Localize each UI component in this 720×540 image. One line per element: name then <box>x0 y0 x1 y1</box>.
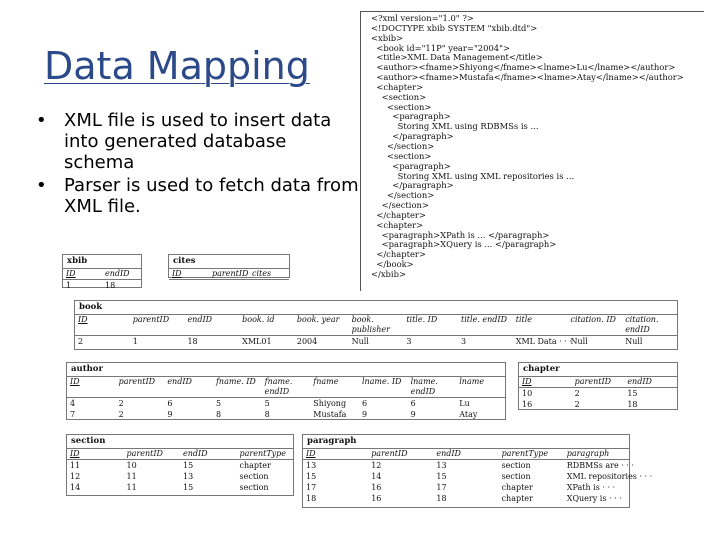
column-header: parentID <box>124 449 181 460</box>
column-header: endID <box>433 449 498 460</box>
table-cell: Null <box>570 337 588 346</box>
table-cell: 17 <box>436 483 447 492</box>
table-cell: Mustafa <box>313 410 347 419</box>
table-row <box>303 460 629 472</box>
table-cell: 6 <box>361 399 368 408</box>
column-header: endID <box>180 449 237 460</box>
column-header: parentID <box>572 377 625 388</box>
table-cell: chapter <box>239 461 271 470</box>
table-cell: chapter <box>501 494 533 503</box>
table-cell: 6 <box>410 399 416 408</box>
bullet-dot-icon: • <box>36 175 47 196</box>
table-cell: 13 <box>183 472 194 481</box>
column-header: endID <box>164 377 213 398</box>
table-cell: XPath is · · · <box>566 483 616 492</box>
bullet-dot-icon: • <box>36 110 47 131</box>
table-cell: 10 <box>522 389 533 398</box>
table-cell: 11 <box>126 472 137 481</box>
column-header: title <box>513 315 568 336</box>
table-cell: 15 <box>627 389 638 398</box>
table-cell: 17 <box>306 483 317 492</box>
chapter-table <box>518 362 678 410</box>
column-header: fname. endID <box>262 377 311 398</box>
column-header: fname <box>310 377 359 398</box>
section-table <box>66 434 294 496</box>
table-name: author <box>67 363 505 377</box>
column-header: book. year <box>294 315 349 336</box>
xml-line: <paragraph>XPath is ... </paragraph> <box>371 229 550 240</box>
table-cell: 18 <box>187 337 198 346</box>
table-cell: 8 <box>215 410 222 419</box>
column-header: book. id <box>239 315 294 336</box>
table-cell: 16 <box>371 494 382 503</box>
xml-line: </section> <box>371 140 435 151</box>
xml-line: <!DOCTYPE xbib SYSTEM "xbib.dtd"> <box>371 22 538 33</box>
table-cell: 3 <box>461 337 467 346</box>
table-row <box>63 280 141 292</box>
table-cell: 11 <box>126 483 137 492</box>
column-header: parentID <box>368 449 433 460</box>
table-name: section <box>67 435 293 449</box>
table-cell: 11 <box>70 461 81 470</box>
table-cell: Null <box>351 337 369 346</box>
table-name: xbib <box>63 255 141 269</box>
xml-line: </section> <box>371 200 429 211</box>
table-cell: 4 <box>70 399 76 408</box>
xml-line: <author><fname>Mustafa</fname><lname>Atay</lname></author> <box>371 72 684 83</box>
bullet-list <box>30 110 360 219</box>
column-header: ID <box>303 449 368 460</box>
table-name: chapter <box>519 363 677 377</box>
xml-line: <book id="11P" year="2004"> <box>371 42 510 53</box>
xml-line: </paragraph> <box>371 180 454 191</box>
xml-line: <chapter> <box>371 219 424 230</box>
column-header: citation. ID <box>567 315 622 336</box>
author-table <box>66 362 506 420</box>
column-header: lname. endID <box>408 377 457 398</box>
table-cell: 10 <box>126 461 137 470</box>
table-cell: 2 <box>118 410 124 419</box>
table-cell: 15 <box>306 472 317 481</box>
table-cell: 1 <box>132 337 138 346</box>
table-cell: Lu <box>459 399 470 408</box>
table-row <box>67 460 293 472</box>
xml-line: <paragraph>XQuery is ... </paragraph> <box>371 239 557 250</box>
xml-line: Storing XML using RDBMSs is ... <box>371 121 539 132</box>
column-header: endID <box>184 315 239 336</box>
column-header: fname. ID <box>213 377 262 398</box>
xml-line: </section> <box>371 190 435 201</box>
table-name: paragraph <box>303 435 629 449</box>
table-cell: XQuery is · · · <box>566 494 622 503</box>
table-cell: section <box>239 483 269 492</box>
table-cell: 15 <box>183 483 194 492</box>
table-cell: section <box>239 472 269 481</box>
table-cell: 5 <box>215 399 222 408</box>
table-cell: 13 <box>436 461 447 470</box>
cites-table <box>168 254 290 278</box>
table-cell: 18 <box>627 400 638 409</box>
column-header: ID <box>63 269 102 280</box>
slide-title: Data Mapping <box>44 44 310 88</box>
table-cell: XML Data · · · <box>515 337 572 346</box>
table-cell: 18 <box>105 281 116 290</box>
bullet-text: Parser is used to fetch data from XML file. <box>64 175 359 217</box>
paragraph-table <box>302 434 653 508</box>
xml-line: <section> <box>371 150 432 161</box>
column-header: parentID <box>116 377 165 398</box>
table-cell: 15 <box>436 472 447 481</box>
column-header: ID <box>67 449 124 460</box>
column-header: parentID <box>209 269 249 280</box>
xml-line: </chapter> <box>371 209 426 220</box>
table-row <box>75 336 677 348</box>
table-cell: 9 <box>167 410 173 419</box>
xml-line: </paragraph> <box>371 131 454 142</box>
table-cell: 2 <box>118 399 124 408</box>
table-row <box>303 482 629 493</box>
table-row <box>519 388 677 400</box>
xml-line: <title>XML Data Management</title> <box>371 52 543 63</box>
column-header: lname. ID <box>359 377 408 398</box>
table-cell: 5 <box>264 399 270 408</box>
table-cell: XML01 <box>242 337 272 346</box>
xml-line: <author><fname>Shiyong</fname><lname>Lu</lname></author> <box>371 62 676 73</box>
column-header: title. ID <box>403 315 458 336</box>
column-header: paragraph <box>564 449 629 460</box>
column-header: ID <box>75 315 130 336</box>
table-name: book <box>75 301 677 315</box>
table-row <box>67 471 293 482</box>
table-cell: 16 <box>522 400 533 409</box>
table-cell: 9 <box>361 410 368 419</box>
bullet-text: XML file is used to insert data into generated database schema <box>64 110 332 173</box>
xml-line: <chapter> <box>371 81 424 92</box>
table-cell: 18 <box>436 494 447 503</box>
xml-line: </xbib> <box>371 268 406 279</box>
table-cell: 15 <box>183 461 194 470</box>
table-cell: 18 <box>306 494 317 503</box>
bullet-item <box>30 110 360 173</box>
table-cell: chapter <box>501 483 533 492</box>
table-cell: 13 <box>306 461 317 470</box>
table-row <box>67 482 293 493</box>
xml-line: Storing XML using XML repositories is ... <box>371 170 575 181</box>
table-name: cites <box>169 255 289 269</box>
xml-line: <xbib> <box>371 32 404 43</box>
column-header: ID <box>169 269 209 280</box>
column-header: lname <box>456 377 505 398</box>
table-cell: 9 <box>410 410 416 419</box>
bullet-item <box>30 175 360 217</box>
table-cell: 16 <box>371 483 382 492</box>
table-cell: 2 <box>78 337 84 346</box>
xml-line: <section> <box>371 91 427 102</box>
table-cell: 2 <box>574 400 580 409</box>
column-header: parentType <box>499 449 564 460</box>
xbib-table <box>62 254 142 288</box>
table-cell: 2004 <box>296 337 318 346</box>
table-cell: section <box>501 472 531 481</box>
table-cell: 6 <box>167 399 173 408</box>
xml-line: <?xml version="1.0" ?> <box>371 13 474 23</box>
xml-line: <section> <box>371 101 432 112</box>
table-cell: Null <box>625 337 643 346</box>
column-header: ID <box>67 377 116 398</box>
column-header: ID <box>519 377 572 388</box>
table-cell: 1 <box>66 281 72 290</box>
table-cell: 8 <box>264 410 270 419</box>
table-cell: 12 <box>371 461 382 470</box>
column-header: parentType <box>237 449 294 460</box>
xml-line: </chapter> <box>371 249 426 260</box>
table-row <box>303 471 629 482</box>
table-cell: Atay <box>459 410 478 419</box>
column-header: endID <box>624 377 677 388</box>
table-cell: 14 <box>70 483 81 492</box>
table-cell: 2 <box>574 389 580 398</box>
xml-document-snippet <box>360 11 704 291</box>
table-row <box>519 399 677 410</box>
table-row <box>67 398 505 410</box>
column-header: endID <box>102 269 141 280</box>
table-cell: 7 <box>70 410 76 419</box>
book-table <box>74 300 678 350</box>
xml-line: <paragraph> <box>371 111 451 122</box>
column-header: citation. endID <box>622 315 677 336</box>
table-cell: Shiyong <box>313 399 347 408</box>
column-header: cites <box>249 269 289 280</box>
table-cell: 12 <box>70 472 81 481</box>
table-cell: section <box>501 461 531 470</box>
column-header: parentID <box>130 315 185 336</box>
xml-line: </book> <box>371 259 414 270</box>
table-cell: 14 <box>371 472 382 481</box>
column-header: book. publisher <box>349 315 404 336</box>
xml-line: <paragraph> <box>371 160 451 171</box>
table-cell: 3 <box>406 337 412 346</box>
table-cell: XML repositories · · · <box>566 472 653 481</box>
table-cell: RDBMSs are · · · <box>566 461 634 470</box>
table-row <box>303 493 629 504</box>
column-header: title. endID <box>458 315 513 336</box>
table-row <box>67 409 505 420</box>
